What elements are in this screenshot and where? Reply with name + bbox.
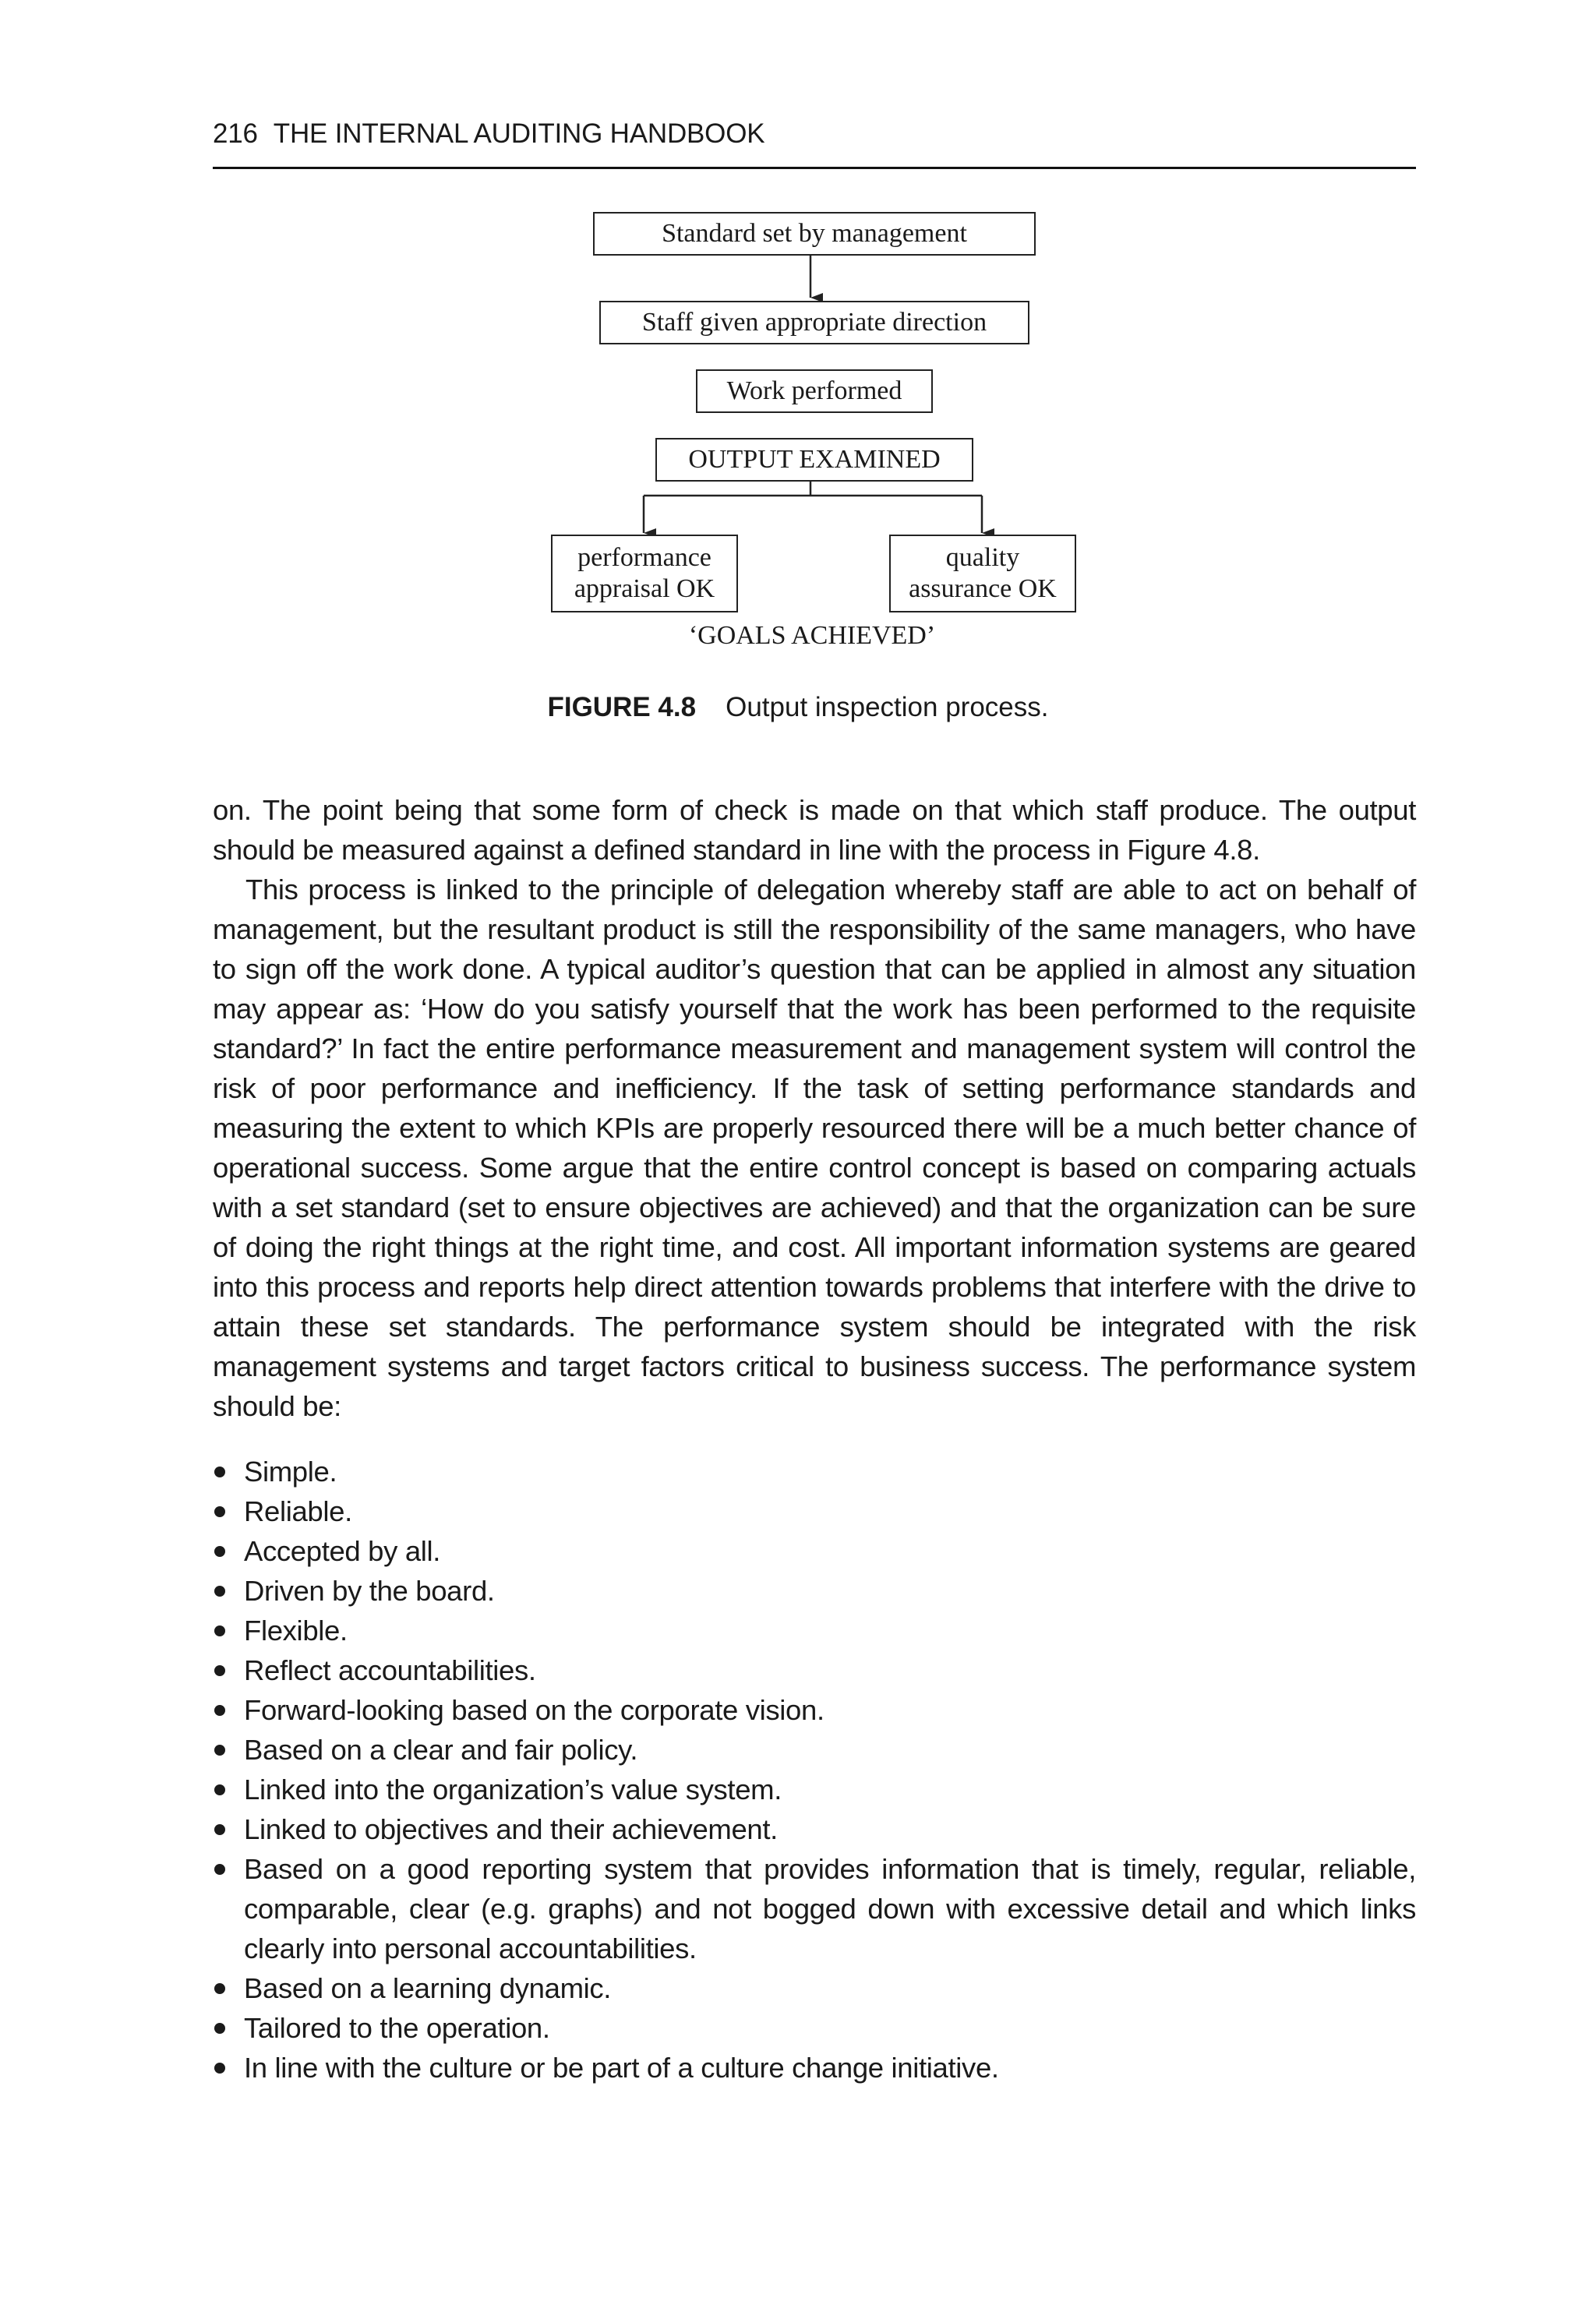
node-performance-appraisal — [551, 535, 738, 612]
node-staff-direction — [599, 301, 1029, 344]
goals-achieved-label: ‘GOALS ACHIEVED’ — [688, 621, 936, 650]
bullet-item — [213, 1571, 1416, 1611]
bullet-icon — [214, 2063, 225, 2074]
bullet-icon — [214, 1506, 225, 1517]
bullet-item — [213, 1849, 1416, 1968]
node-appraisal-line1: performance — [577, 543, 711, 572]
bullet-text: Flexible. — [244, 1615, 348, 1647]
bullet-item — [213, 1730, 1416, 1770]
node-appraisal-line2: appraisal OK — [574, 574, 715, 603]
node-standard-set — [593, 212, 1036, 256]
bullet-text: Simple. — [244, 1456, 337, 1488]
bullet-icon — [214, 1745, 225, 1756]
bullet-text: Based on a clear and fair policy. — [244, 1734, 638, 1766]
figure-4-8 — [0, 0, 1596, 748]
bullet-item — [213, 1690, 1416, 1730]
bullet-icon — [214, 1586, 225, 1597]
bullet-icon — [214, 1705, 225, 1716]
bullet-text: Based on a good reporting system that provides information that is timely, regular, reliable, comparable, clear (e.g. graphs) and not bogged down with excessive detail and which links clearly into personal accountabilities. — [244, 1853, 1416, 1964]
bullet-text: In line with the culture or be part of a culture change initiative. — [244, 2052, 999, 2084]
bullet-item — [213, 2008, 1416, 2048]
node-quality-assurance — [889, 535, 1076, 612]
bullet-text: Accepted by all. — [244, 1535, 441, 1567]
bullet-text: Driven by the board. — [244, 1575, 495, 1607]
bullet-icon — [214, 1864, 225, 1875]
body-text — [213, 790, 1416, 2088]
node-standard-set-label: Standard set by management — [662, 219, 967, 248]
paragraph-2: This process is linked to the principle of delegation whereby staff are able to act on behalf of management, but the resultant product is still the responsibility of the same managers, who have to sign off the work done. A typical auditor’s question that can be applied in almost any situation may appear as: ‘How do you satisfy yourself that the work has been performed to the requisite standard?’ In fact the entire performance measurement and management system will control the risk of poor performance and inefficiency. If the task of setting performance standards and measuring the extent to which KPIs are properly resourced there will be a much better chance of operational success. Some argue that the entire control concept is based on comparing actuals with a set standard (set to ensure objectives are achieved) and that the organization can be sure of doing the right things at the right time, and cost. All important information systems are geared into this process and reports help direct attention towards problems that interfere with the drive to attain these set standards. The performance system should be integrated with the risk management systems and target factors critical to business success. The performance system should be: — [213, 874, 1416, 1422]
page-number: 216 — [213, 118, 258, 149]
bullet-item — [213, 1968, 1416, 2008]
bullet-text: Forward-looking based on the corporate vision. — [244, 1694, 824, 1726]
bullet-item — [213, 1452, 1416, 1491]
figure-caption-text: Output inspection process. — [726, 692, 1049, 722]
node-quality-line1: quality — [945, 543, 1020, 572]
bullet-item — [213, 1770, 1416, 1809]
bullet-item — [213, 1809, 1416, 1849]
bullet-text: Tailored to the operation. — [244, 2012, 550, 2044]
bullet-icon — [214, 1546, 225, 1557]
bullet-icon — [214, 1784, 225, 1795]
bullet-icon — [214, 1824, 225, 1835]
node-output-examined — [655, 438, 973, 482]
bullet-item — [213, 1650, 1416, 1690]
node-output-examined-label: OUTPUT EXAMINED — [688, 445, 941, 474]
figure-caption-label: FIGURE 4.8 — [547, 692, 697, 722]
figure-caption — [0, 692, 1596, 723]
bullet-item — [213, 1491, 1416, 1531]
bullet-text: Reliable. — [244, 1495, 352, 1527]
bullet-text: Reflect accountabilities. — [244, 1654, 536, 1686]
bullet-text: Linked into the organization’s value system. — [244, 1774, 782, 1805]
paragraph-1: on. The point being that some form of check is made on that which staff produce. The output should be measured against a defined standard in line with the process in Figure 4.8. — [213, 794, 1416, 866]
bullet-item — [213, 1531, 1416, 1571]
bullet-icon — [214, 2023, 225, 2034]
bullet-text: Based on a learning dynamic. — [244, 1972, 612, 2004]
node-staff-direction-label: Staff given appropriate direction — [641, 308, 987, 337]
bullet-list — [213, 1452, 1416, 2088]
bullet-item — [213, 1611, 1416, 1650]
bullet-icon — [214, 1625, 225, 1636]
node-work-performed — [696, 369, 933, 413]
node-quality-line2: assurance OK — [909, 574, 1057, 603]
bullet-icon — [214, 1665, 225, 1676]
node-work-performed-label: Work performed — [726, 376, 902, 405]
bullet-icon — [214, 1983, 225, 1994]
bullet-icon — [214, 1467, 225, 1477]
bullet-item — [213, 2048, 1416, 2088]
book-title: THE INTERNAL AUDITING HANDBOOK — [273, 118, 765, 149]
bullet-text: Linked to objectives and their achievement. — [244, 1813, 778, 1845]
